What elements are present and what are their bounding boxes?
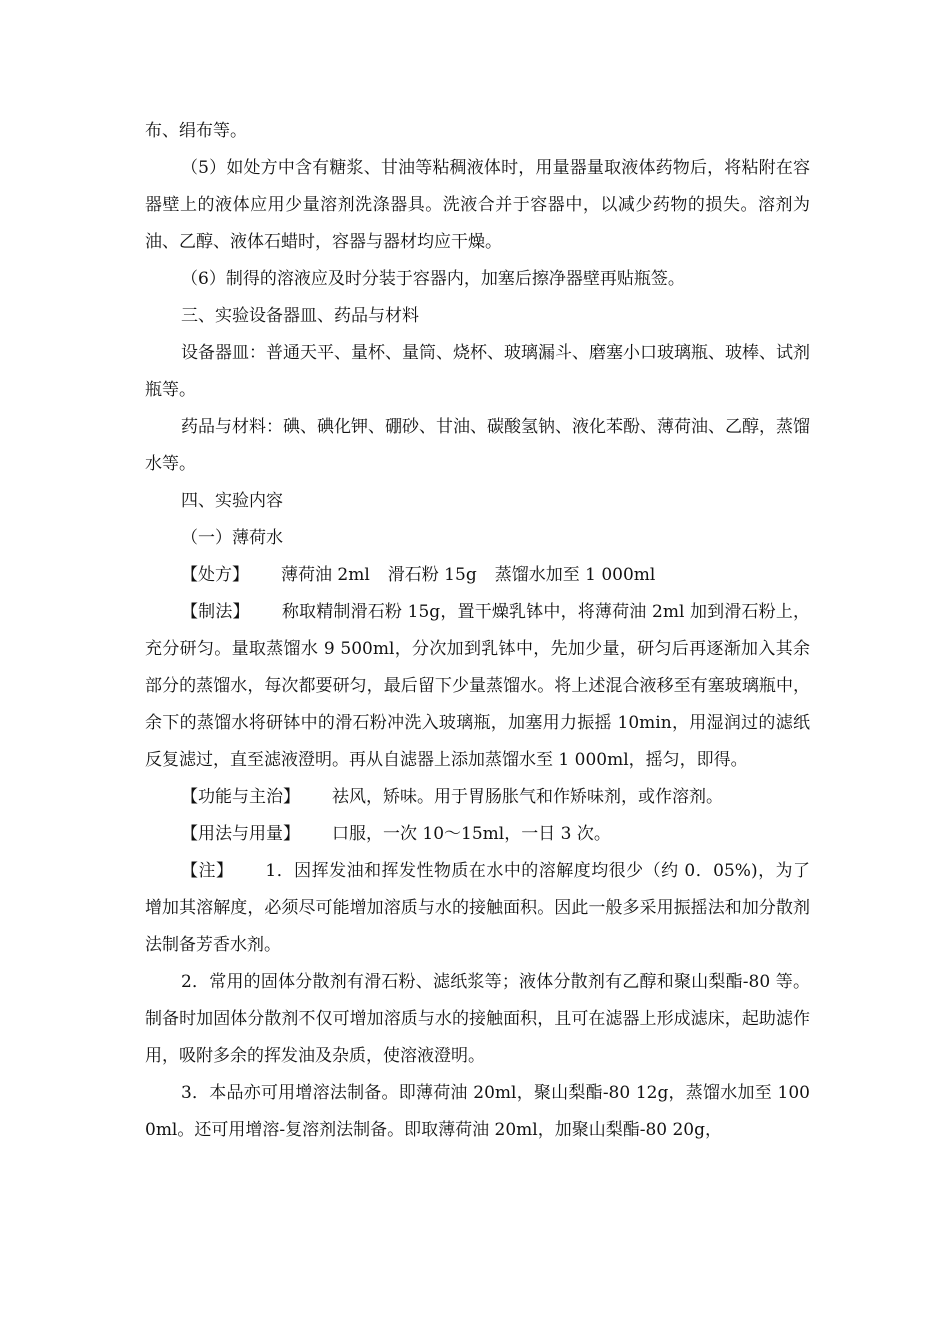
section-heading-4: 四、实验内容 [181, 491, 283, 511]
note-paragraph-3: 3．本品亦可用增溶法制备。即薄荷油 20ml，聚山梨酯-80 12g，蒸馏水加至 1000ml。还可用增溶-复溶剂法制备。即取薄荷油 20ml，加聚山梨酯-80 20g， [145, 1083, 810, 1140]
paragraph-item-5: （5）如处方中含有糖浆、甘油等粘稠液体时，用量器量取液体药物后，将粘附在容器壁上的液体应用少量溶剂洗涤器具。洗液合并于容器中，以减少药物的损失。溶剂为油、乙醇、液体石蜡时，容器与器材均应干燥。 [145, 158, 810, 252]
recipe-item: 滑石粉 15g [387, 565, 477, 585]
recipe-item: 蒸馏水加至 1 000ml [494, 565, 656, 585]
paragraph-equipment: 设备器皿：普通天平、量杯、量筒、烧杯、玻璃漏斗、磨塞小口玻璃瓶、玻棒、试剂瓶等。 [145, 343, 810, 400]
usage-text: 口服，一次 10～15ml，一日 3 次。 [332, 824, 611, 844]
recipe-paragraph [145, 557, 810, 594]
method-label: 【制法】 [181, 602, 250, 622]
usage-paragraph [145, 816, 810, 853]
note-label: 【注】 [181, 861, 234, 881]
paragraph-materials: 药品与材料：碘、碘化钾、硼砂、甘油、碳酸氢钠、液化苯酚、薄荷油、乙醇，蒸馏水等。 [145, 417, 810, 474]
usage-label: 【用法与用量】 [181, 824, 300, 844]
method-paragraph [145, 594, 810, 779]
paragraph-item-6: （6）制得的溶液应及时分装于容器内，加塞后擦净器壁再贴瓶签。 [181, 269, 685, 289]
section-heading-3: 三、实验设备器皿、药品与材料 [181, 306, 419, 326]
function-label: 【功能与主治】 [181, 787, 300, 807]
subsection-heading-peppermint-water: （一）薄荷水 [181, 528, 283, 548]
function-paragraph [145, 779, 810, 816]
recipe-label: 【处方】 [181, 565, 249, 585]
recipe-item: 薄荷油 2ml [281, 565, 370, 585]
paragraph-continuation: 布、绢布等。 [145, 121, 247, 141]
document-body [145, 113, 810, 1149]
function-text: 祛风，矫味。用于胃肠胀气和作矫味剂，或作溶剂。 [332, 787, 723, 807]
method-text: 称取精制滑石粉 15g，置干燥乳钵中，将薄荷油 2ml 加到滑石粉上，充分研匀。量取蒸馏水 9 500ml，分次加到乳钵中，先加少量，研匀后再逐渐加入其余部分的蒸馏水，每次都要研匀，最后留下少量蒸馏水。将上述混合液移至有塞玻璃瓶中，余下的蒸馏水将研钵中的滑石粉冲洗入玻璃瓶，加塞用力振摇 10min，用湿润过的滤纸反复滤过，直至滤液澄明。再从自滤器上添加蒸馏水至 1 000ml，摇匀，即得。 [145, 602, 810, 770]
note-text-1: 1．因挥发油和挥发性物质在水中的溶解度均很少（约 0．05%)，为了增加其溶解度，必须尽可能增加溶质与水的接触面积。因此一般多采用振摇法和加分散剂法制备芳香水剂。 [145, 861, 811, 955]
note-paragraph-2: 2．常用的固体分散剂有滑石粉、滤纸浆等；液体分散剂有乙醇和聚山梨酯-80 等。制备时加固体分散剂不仅可增加溶质与水的接触面积，且可在滤器上形成滤床，起助滤作用，吸附多余的挥发油及杂质，使溶液澄明。 [145, 972, 810, 1066]
note-paragraph-1 [145, 853, 810, 964]
